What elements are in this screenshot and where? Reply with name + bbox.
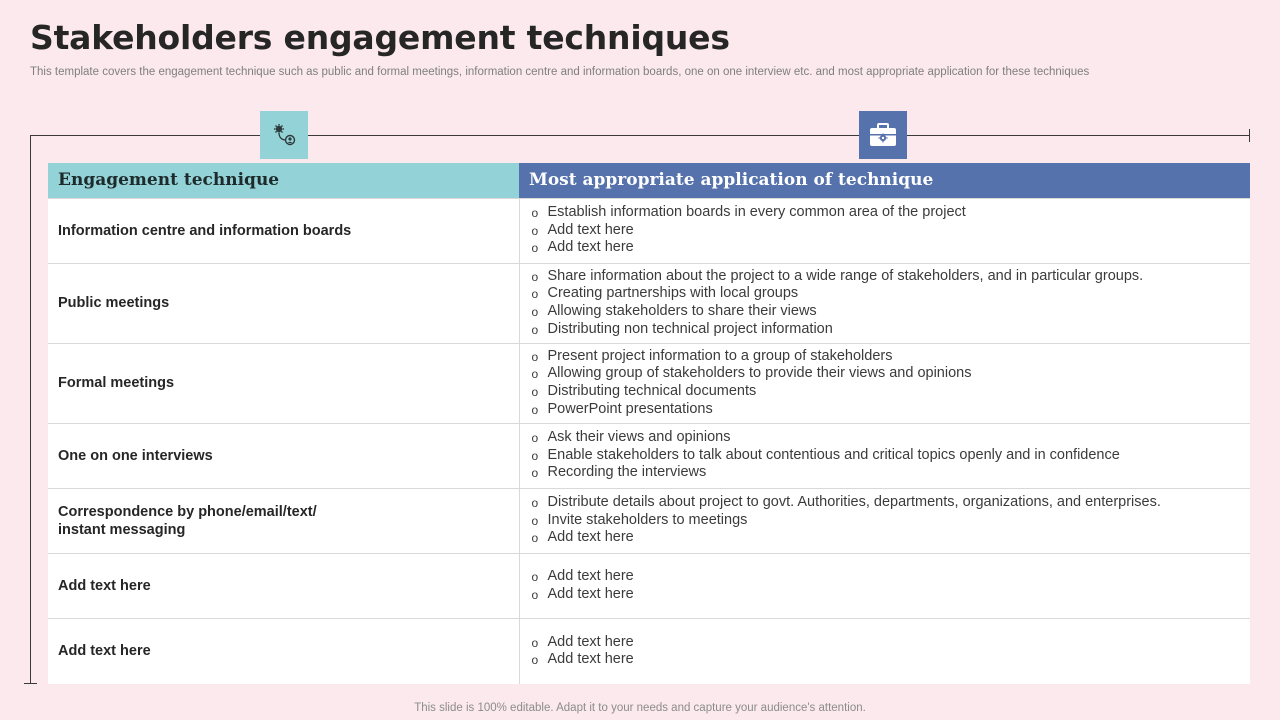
footer-note: This slide is 100% editable. Adapt it to your needs and capture your audience's attention. <box>414 702 866 714</box>
technique-label: Correspondence by phone/email/text/ <box>58 503 317 520</box>
application-item: o Add text here <box>532 586 1241 604</box>
technique-label: One on one interviews <box>58 447 213 464</box>
technique-cell <box>48 343 519 423</box>
application-item: o Share information about the project to a wide range of stakeholders, and in particular groups. <box>532 268 1241 286</box>
application-item: o Add text here <box>532 222 1241 240</box>
bracket-line-top <box>30 135 1250 136</box>
application-item: o Establish information boards in every common area of the project <box>532 204 1241 222</box>
application-item: o Add text here <box>532 634 1241 652</box>
toolbox-icon <box>859 111 907 159</box>
application-list <box>532 568 1241 603</box>
bracket-tick-bottom <box>24 683 37 684</box>
application-cell <box>519 198 1250 263</box>
application-item: o Add text here <box>532 529 1241 547</box>
application-item: o Creating partnerships with local groups <box>532 285 1241 303</box>
technique-cell <box>48 553 519 618</box>
technique-cell <box>48 423 519 488</box>
application-list <box>532 348 1241 418</box>
application-item: o Present project information to a group of stakeholders <box>532 348 1241 366</box>
application-list <box>532 268 1241 338</box>
engagement-table <box>48 163 1250 684</box>
bracket-line-left <box>30 135 31 684</box>
application-item: o Invite stakeholders to meetings <box>532 512 1241 530</box>
technique-cell <box>48 618 519 684</box>
page-title: Stakeholders engagement techniques <box>30 18 730 57</box>
table-row <box>48 488 1250 553</box>
application-item: o Allowing group of stakeholders to provide their views and opinions <box>532 365 1241 383</box>
technique-label: Public meetings <box>58 295 170 311</box>
technique-cell <box>48 198 519 263</box>
table-row <box>48 343 1250 423</box>
application-list <box>532 204 1241 257</box>
page-subtitle: This template covers the engagement technique such as public and formal meetings, information centre and information boards, one on one interview etc. and most appropriate application for these techniques <box>30 66 1090 78</box>
technique-cell <box>48 263 519 343</box>
application-item: o Enable stakeholders to talk about contentious and critical topics openly and in confidence <box>532 447 1241 465</box>
technique-label: Formal meetings <box>58 375 175 391</box>
application-item: o Add text here <box>532 239 1241 257</box>
stakeholder-network-icon <box>260 111 308 159</box>
technique-label: instant messaging <box>58 521 186 538</box>
application-list <box>532 429 1241 482</box>
application-item: o Distribute details about project to govt. Authorities, departments, organizations, and enterprises. <box>532 494 1241 512</box>
application-item: o Ask their views and opinions <box>532 429 1241 447</box>
table-row <box>48 553 1250 618</box>
header-engagement-technique: Engagement technique <box>48 163 519 198</box>
application-list <box>532 494 1241 547</box>
application-cell <box>519 488 1250 553</box>
technique-label: Information centre and information boards <box>58 222 352 239</box>
application-cell <box>519 263 1250 343</box>
table-row <box>48 198 1250 263</box>
bracket-tick-right <box>1249 129 1250 142</box>
table-row <box>48 263 1250 343</box>
application-list <box>532 634 1241 669</box>
technique-label: Add text here <box>58 577 151 594</box>
application-cell <box>519 553 1250 618</box>
table-row <box>48 618 1250 684</box>
application-item: o PowerPoint presentations <box>532 401 1241 419</box>
application-cell <box>519 618 1250 684</box>
table-header-row <box>48 163 1250 198</box>
application-item: o Add text here <box>532 568 1241 586</box>
application-item: o Allowing stakeholders to share their views <box>532 303 1241 321</box>
table-row <box>48 423 1250 488</box>
application-item: o Add text here <box>532 651 1241 669</box>
technique-cell <box>48 488 519 553</box>
technique-label: Add text here <box>58 643 151 660</box>
application-item: o Recording the interviews <box>532 464 1241 482</box>
application-item: o Distributing technical documents <box>532 383 1241 401</box>
application-item: o Distributing non technical project information <box>532 321 1241 339</box>
header-application: Most appropriate application of technique <box>519 163 1250 198</box>
application-cell <box>519 423 1250 488</box>
application-cell <box>519 343 1250 423</box>
